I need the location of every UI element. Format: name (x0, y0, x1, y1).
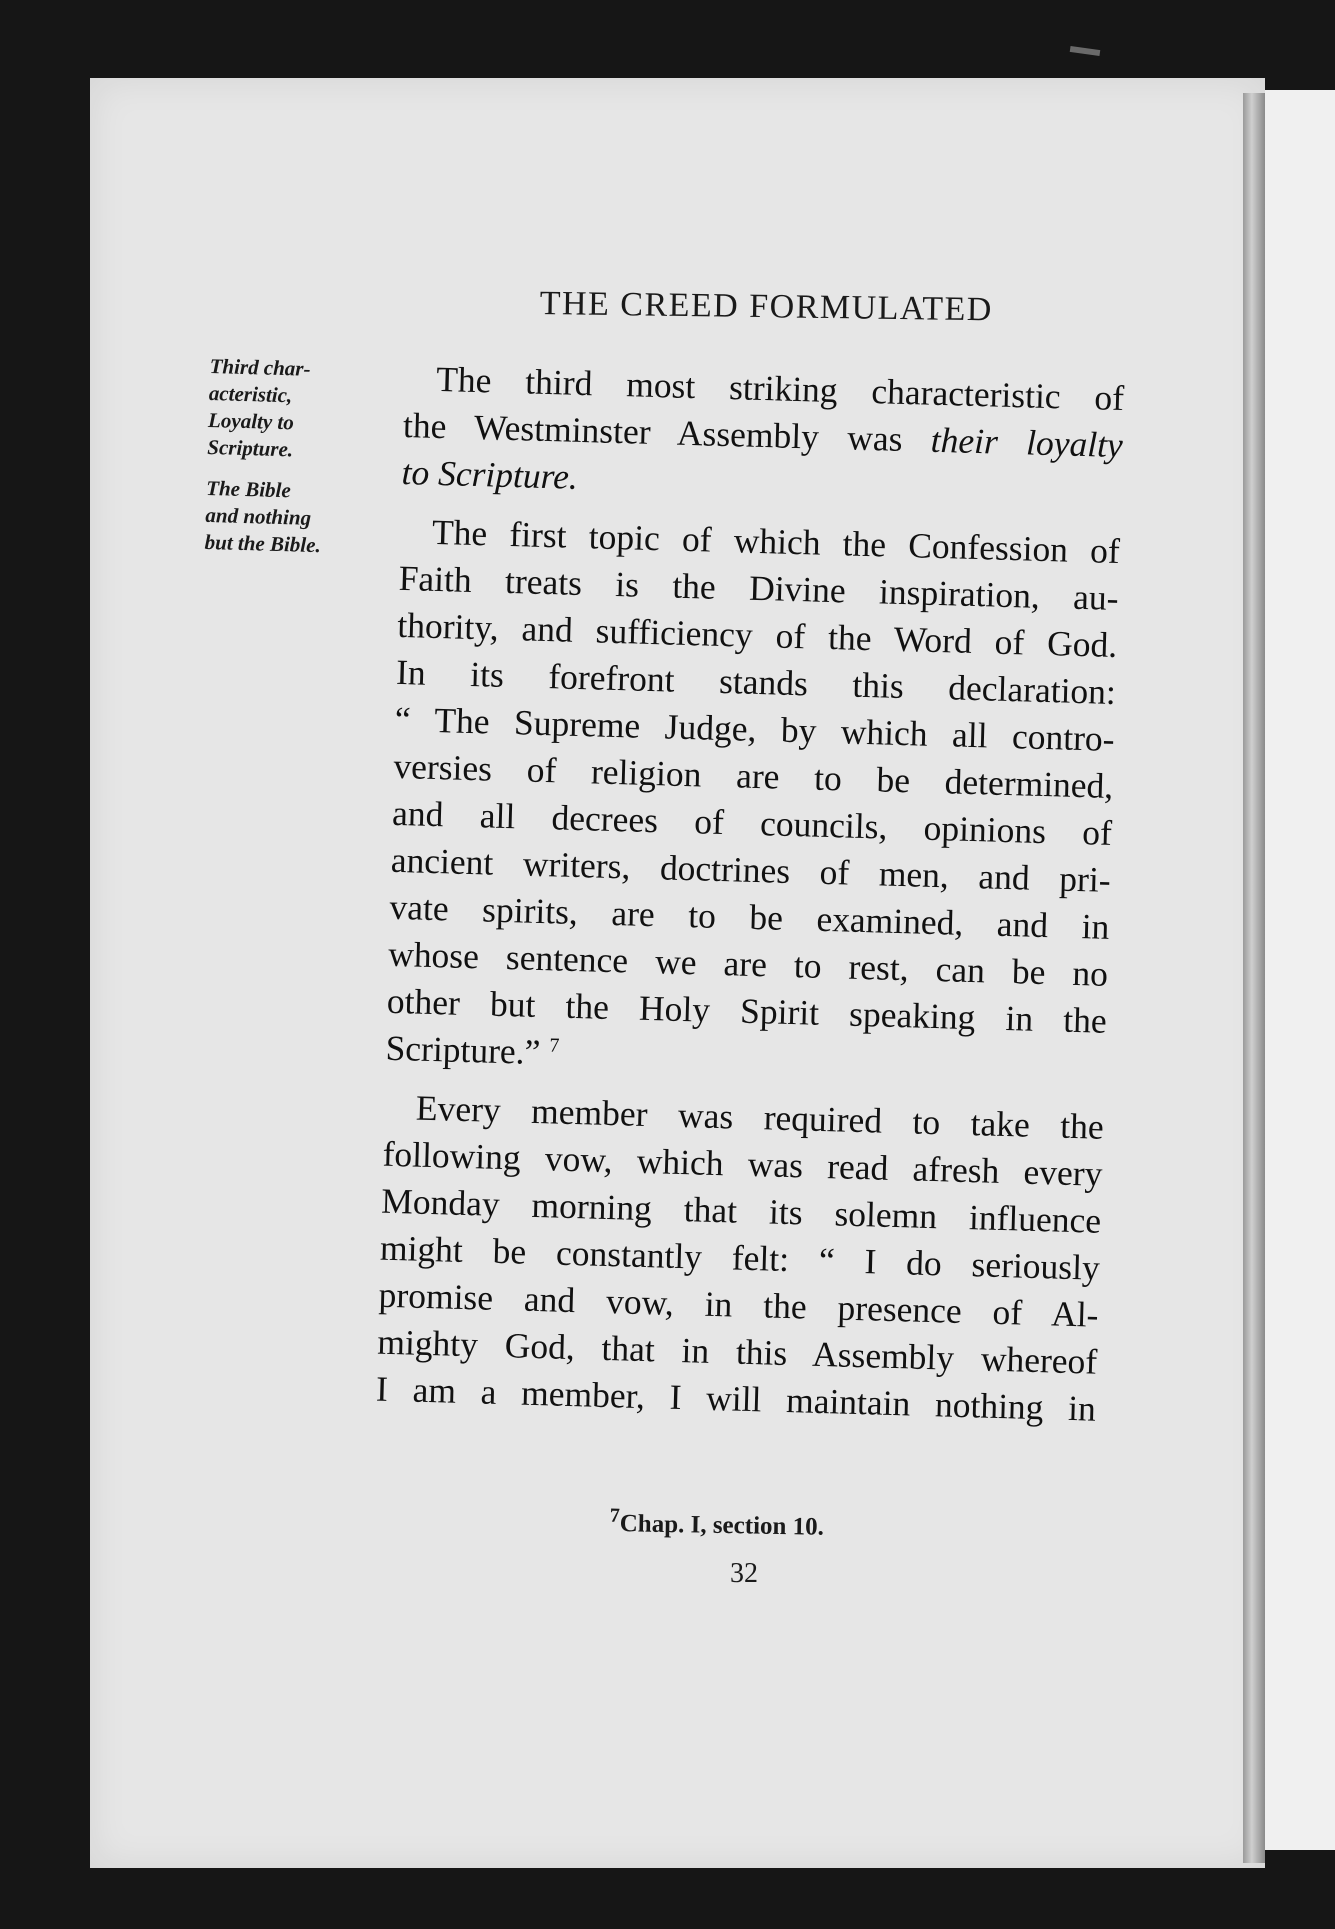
text-line: The first topic of which the Confession of (431, 511, 1121, 572)
footnote-text: Chap. I, section 10. (619, 1510, 825, 1541)
text-line: Every member was required to take the (415, 1087, 1105, 1147)
italic-emphasis: their loyalty (930, 419, 1124, 466)
margin-note-bible (204, 475, 416, 562)
margin-note-line: The Bible (205, 475, 292, 503)
running-head: THE CREED FORMULATED (539, 285, 994, 329)
margin-note-third-characteristic (207, 353, 420, 467)
margin-note-line: Loyalty to (207, 407, 295, 435)
text-line: might be constantly felt: “ I do seriously (379, 1227, 1101, 1288)
text-span: the Westminster Assembly was (402, 404, 904, 459)
text-line: “ The Supreme Judge, by which all contro- (394, 698, 1116, 759)
text-line: Monday morning that its solemn influence (380, 1180, 1102, 1241)
page-gutter-shadow (1243, 93, 1265, 1863)
margin-note-line: acteristic, (208, 380, 293, 408)
text-line: The third most striking characteristic of (435, 358, 1125, 419)
margin-note-line: and nothing (205, 502, 312, 530)
margin-note-line: but the Bible. (204, 529, 322, 558)
text-line: In its forefront stands this declaration: (395, 651, 1117, 712)
text-line: to Scripture. (401, 451, 579, 497)
text-line: I am a member, I will maintain nothing in (375, 1368, 1097, 1429)
footnote-reference: 7 (549, 1034, 560, 1057)
footnote (609, 1504, 825, 1542)
margin-note-line: Third char- (209, 353, 311, 381)
text-line: ancient writers, doctrines of men, and pri- (390, 839, 1112, 900)
text-line: other but the Holy Spirit speaking in the (386, 980, 1108, 1041)
text-line: promise and vow, in the presence of Al- (378, 1274, 1100, 1335)
text-line: and all decrees of councils, opinions of (391, 792, 1113, 853)
text-line: whose sentence we are to rest, can be no (387, 933, 1109, 994)
text-line: following vow, which was read afresh every (382, 1133, 1103, 1194)
margin-notes (204, 353, 420, 562)
text-line: Faith treats is the Divine inspiration, au- (398, 557, 1120, 619)
text-span: Scripture.” (385, 1027, 541, 1073)
paragraph-confession (385, 508, 1135, 1092)
text-line: versies of religion are to be determined, (392, 745, 1114, 806)
text-line: mighty God, that in this Assembly whereof (376, 1321, 1098, 1382)
margin-note-line: Scripture. (207, 434, 294, 462)
text-line: thority, and sufficiency of the Word of God. (396, 604, 1118, 665)
footnote-marker: 7 (609, 1504, 621, 1527)
body-text (375, 355, 1139, 1433)
facing-page-edge (1265, 90, 1335, 1850)
paragraph-vow (375, 1084, 1119, 1433)
page-number: 32 (730, 1558, 758, 1589)
text-line: vate spirits, are to be examined, and in (389, 886, 1110, 947)
paragraph-loyalty (401, 355, 1140, 516)
